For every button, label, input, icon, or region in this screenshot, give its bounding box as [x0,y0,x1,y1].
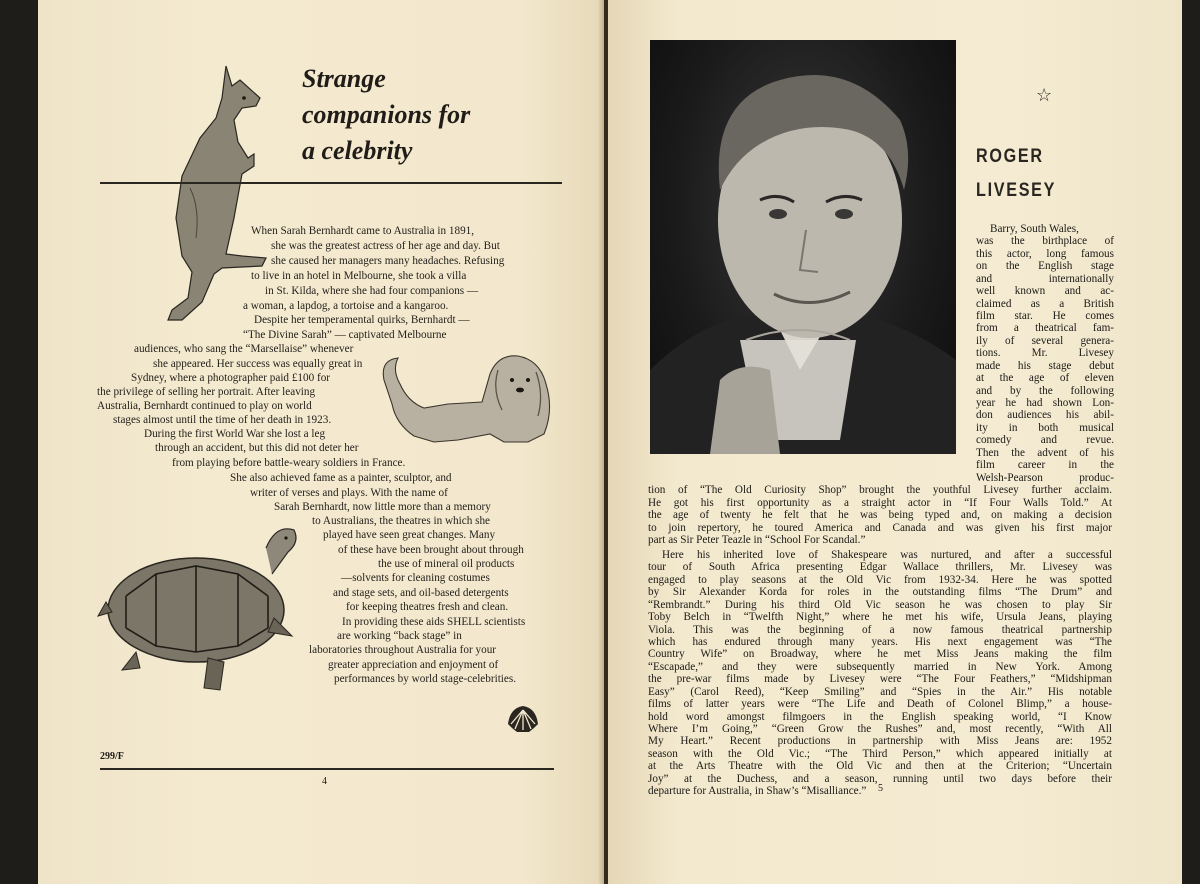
bio-line: Where I’m Going,” “Green Grow the Rushes” and, most recently, “With All [648,723,1112,735]
body-line: for keeping theatres fresh and clean. [346,601,509,613]
lapdog-illustration [378,350,556,450]
body-line: Despite her temperamental quirks, Bernhardt — [254,314,470,326]
body-line: audiences, who sang the “Marsellaise” whenever [134,343,354,355]
footer-rule [100,768,554,770]
bio-line: film star. He comes [976,310,1114,322]
portrait-illustration [650,40,956,454]
body-line: in St. Kilda, where she had four companions — [265,285,479,297]
bio-line: to join repertory, he toured America and Canada and was given his first major [648,522,1112,534]
bio-line: He got his first opportunity as a straight actor in “If Four Walls Told.” At [648,497,1112,509]
bio-line: and internationally [976,273,1114,285]
bio-line: engaged to play seasons at the Old Vic from 1932-34. Here he was spotted [648,574,1112,586]
bio-line: Here his inherited love of Shakespeare was nurtured, and after a successful [662,549,1112,561]
bio-line: departure for Australia, in Shaw’s “Misalliance.” [648,785,867,797]
bio-line: made his stage debut [976,360,1114,372]
bio-line: the pre-war films made by Livesey were “The Four Feathers,” “Midshipman [648,673,1112,685]
footer-code: 299/F [100,751,124,762]
bio-line: which has endured through many years. His next engagement was “The [648,636,1112,648]
bio-line: My Heart.” Recent productions in partnership with Miss Jeans are: 1952 [648,735,1112,747]
body-line: laboratories throughout Australia for your [309,644,497,656]
shell-logo-icon [506,704,540,736]
tortoise-illustration [96,518,302,700]
actor-name: ROGER [976,146,1044,167]
left-page [38,0,604,884]
body-line: played have seen great changes. Many [323,529,496,541]
body-line: from playing before battle-weary soldiers in France. [172,457,406,469]
bio-line: tions. Mr. Livesey [976,347,1114,359]
bio-line: film career in the [976,459,1114,471]
title-line: a celebrity [302,136,413,165]
bio-line: “Escapade,” and they were subsequently married in New York. Among [648,661,1112,673]
body-line: performances by world stage-celebrities. [334,673,517,685]
page-number: 4 [322,776,327,787]
body-line: Australia, Bernhardt continued to play on world [97,400,312,412]
portrait-photo [650,40,956,454]
bio-line: Then the advent of his [976,447,1114,459]
bio-line: comedy and revue. [976,434,1114,446]
title-rule [100,182,562,184]
body-line: When Sarah Bernhardt came to Australia in 1891, [251,225,475,237]
bio-line: films of latter years were “The Life and Death of Colonel Blimp,” a house- [648,698,1112,710]
body-line: greater appreciation and enjoyment of [328,659,499,671]
body-line: In providing these aids SHELL scientists [342,616,526,628]
body-line: she was the greatest actress of her age and day. But [271,240,500,252]
body-line: Sarah Bernhardt, now little more than a memory [274,501,491,513]
body-line: through an accident, but this did not deter her [155,442,359,454]
body-line: —solvents for cleaning costumes [341,572,490,584]
bio-line: year he had shown Lon- [976,397,1114,409]
actor-name: LIVESEY [976,180,1057,201]
bio-line: the age of twenty he felt that he was being typed and, on making a decision [648,509,1112,521]
bio-line: ily of several genera- [976,335,1114,347]
body-line: she caused her managers many headaches. Refusing [271,255,505,267]
bio-line: and by the following [976,385,1114,397]
bio-line: don audiences his abil- [976,409,1114,421]
body-line: she appeared. Her success was equally great in [153,358,363,370]
bio-line: Welsh-Pearson produc- [976,472,1114,484]
bio-line: Toby Belch in “Twelfth Night,” where he met his wife, Ursula Jeans, playing [648,611,1112,623]
bio-line: season with the Old Vic.; “The Third Person,” which appeared initially at [648,748,1112,760]
right-page [608,0,1182,884]
bio-line: tion of “The Old Curiosity Shop” brought the youthful Livesey further acclaim. [648,484,1112,496]
bio-line: tour of South Africa presenting Edgar Wallace thrillers, Mr. Livesey was [648,561,1112,573]
bio-line: Country Wife” on Broadway, where he met Miss Jeans making the film [648,648,1112,660]
bio-line: claimed as a British [976,298,1114,310]
body-line: are working “back stage” in [337,630,462,642]
bio-line: this actor, long famous [976,248,1114,260]
bio-line: ity in both musical [976,422,1114,434]
body-line: to live in an hotel in Melbourne, she took a villa [251,270,467,282]
bio-line: on the English stage [976,260,1114,272]
body-line: During the first World War she lost a leg [144,428,326,440]
body-line: “The Divine Sarah” — captivated Melbourne [243,329,447,341]
bio-line: part as Sir Peter Teazle in “School For Scandal.” [648,534,866,546]
body-line: Sydney, where a photographer paid £100 for [131,372,331,384]
bio-line: at the Arts Theatre with the Old Vic and then at the Criterion; “Uncertain [648,760,1112,772]
bio-line: Joy” at the Duchess, and a season, running until two days before their [648,773,1112,785]
bio-line: well known and ac- [976,285,1114,297]
bio-line: from a theatrical fam- [976,322,1114,334]
kangaroo-illustration [130,58,270,324]
body-line: the use of mineral oil products [378,558,515,570]
bio-line: Viola. This was the beginning of a now famous theatrical partnership [648,624,1112,636]
bio-line: Barry, South Wales, [990,223,1079,235]
bio-line: hold word amongst filmgoers in the English speaking world, “I Know [648,711,1112,723]
title-line: Strange [302,64,386,93]
body-line: a woman, a lapdog, a tortoise and a kangaroo. [243,300,449,312]
body-line: of these have been brought about through [338,544,524,556]
bio-line: at the age of eleven [976,372,1114,384]
bio-line: “Rembrandt.” During his third Old Vic season he was chosen to play Sir [648,599,1112,611]
body-line: stages almost until the time of her death in 1923. [113,414,332,426]
body-line: to Australians, the theatres in which she [312,515,491,527]
body-line: and stage sets, and oil-based detergents [333,587,509,599]
page-number: 5 [878,783,883,794]
body-line: the privilege of selling her portrait. After leaving [97,386,316,398]
body-line: writer of verses and plays. With the name of [250,487,448,499]
body-line: She also achieved fame as a painter, sculptor, and [230,472,452,484]
title-line: companions for [302,100,471,129]
star-icon: ☆ [1036,85,1053,105]
bio-line: was the birthplace of [976,235,1114,247]
bio-line: Easy” (Carol Reed), “Keep Smiling” and “Spies in the Air.” His notable [648,686,1112,698]
bio-line: by Sir Alexander Korda for roles in the outstanding films “The Drum” and [648,586,1112,598]
